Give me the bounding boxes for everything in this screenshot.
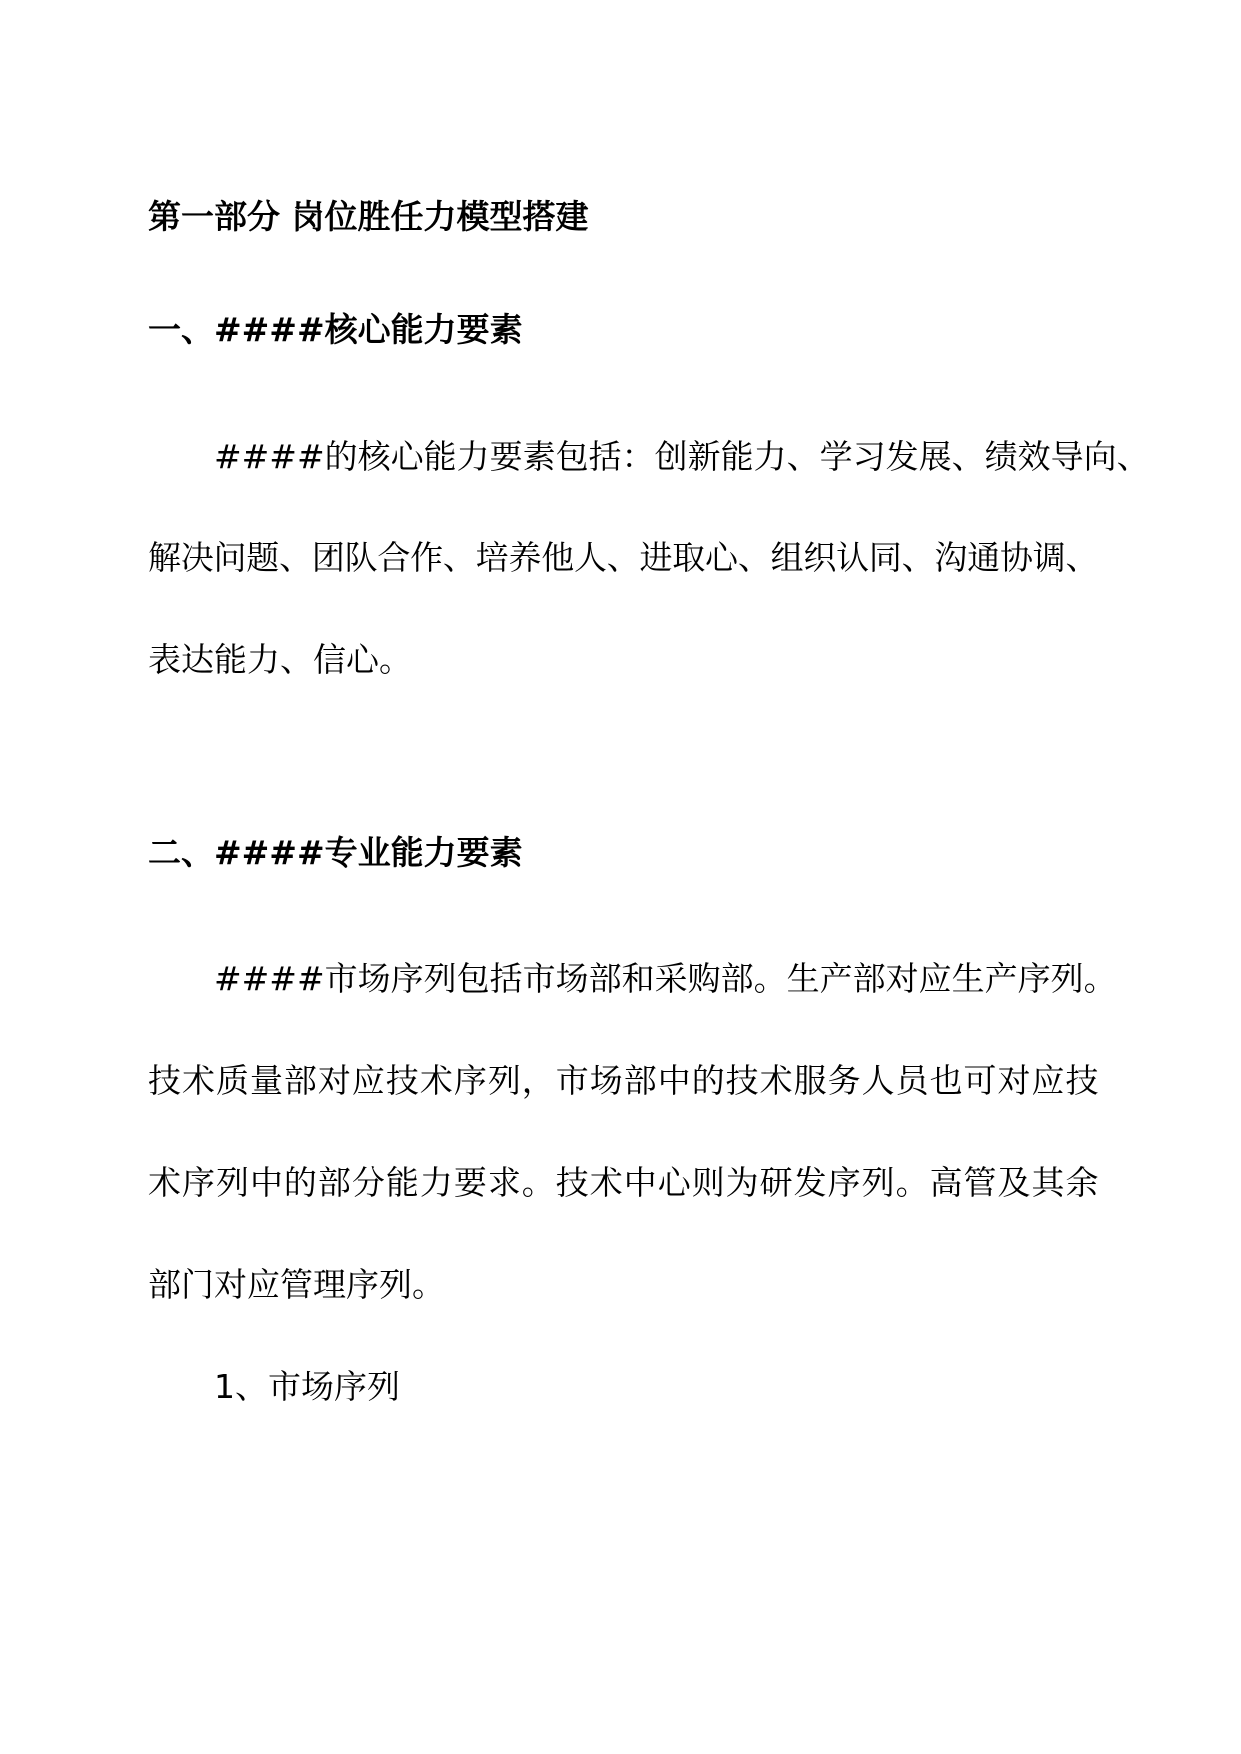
paragraph-line: 表达能力、信心。 bbox=[148, 640, 412, 679]
paragraph-line: 术序列中的部分能力要求。技术中心则为研发序列。高管及其余 bbox=[148, 1163, 1098, 1202]
section-heading-core-competencies: 一、####核心能力要素 bbox=[148, 310, 523, 349]
paragraph-line: 解决问题、团队合作、培养他人、进取心、组织认同、沟通协调、 bbox=[148, 538, 1098, 577]
subheading-market-sequence: 1、市场序列 bbox=[214, 1367, 400, 1406]
part-title: 第一部分 岗位胜任力模型搭建 bbox=[148, 197, 589, 236]
paragraph-line: ####市场序列包括市场部和采购部。生产部对应生产序列。 bbox=[214, 959, 1117, 998]
section-heading-professional-competencies: 二、####专业能力要素 bbox=[148, 833, 523, 872]
paragraph-line: 部门对应管理序列。 bbox=[148, 1265, 445, 1304]
paragraph-line: ####的核心能力要素包括：创新能力、学习发展、绩效导向、 bbox=[214, 437, 1150, 476]
paragraph-line: 技术质量部对应技术序列，市场部中的技术服务人员也可对应技 bbox=[148, 1061, 1098, 1100]
